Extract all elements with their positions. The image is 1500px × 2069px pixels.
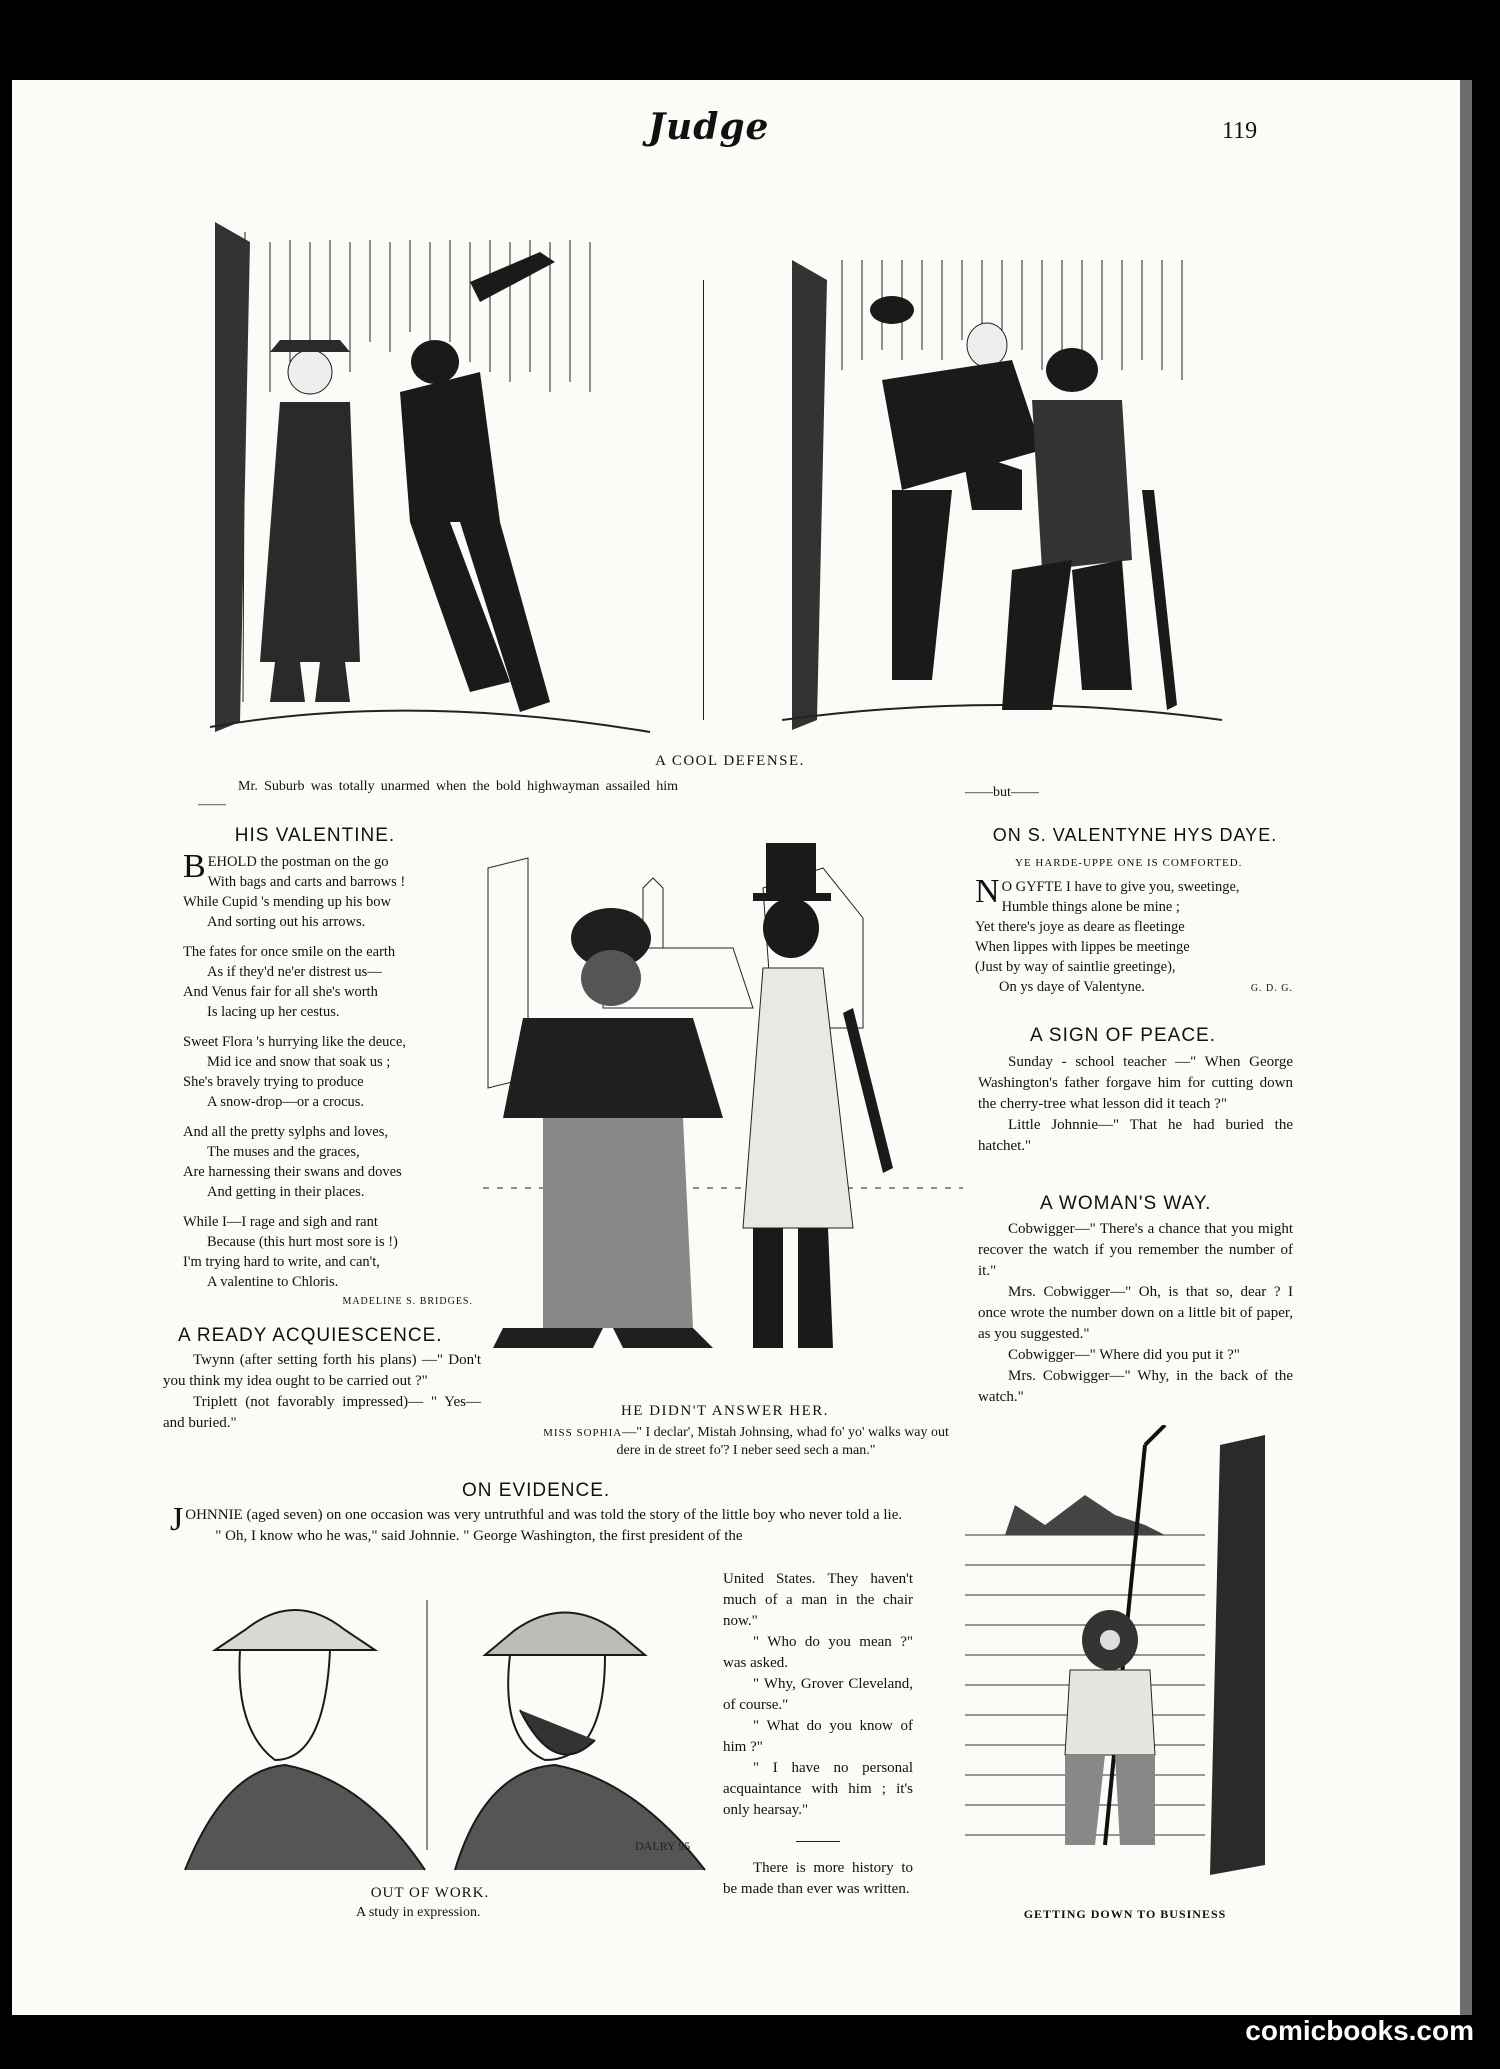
on-evidence-intro [170,1501,915,1547]
cool-defense-left-text: Mr. Suburb was totally unarmed when the bold highwayman assailed him—— [198,779,678,812]
subcaption-out-of-work: A study in expression. [356,1905,481,1920]
dialogue-line: Mrs. Cobwigger—" Oh, is that so, dear ? I once wrote the number down on a little bit of paper, as you suggested." [978,1284,1293,1342]
dialogue-line: Little Johnnie—" That he had buried the hatchet." [978,1117,1293,1154]
dialogue-line: Triplett (not favorably impressed)— " Yes—and buried." [163,1394,481,1431]
poem-line: EHOLD the postman on the go [207,854,389,870]
valentyne-title: ON S. VALENTYNE HYS DAYE. [992,825,1278,845]
sign-of-peace-title: A SIGN OF PEACE. [1030,1025,1216,1046]
poem-line: And all the pretty sylphs and loves, [183,1124,388,1140]
dialogue-line: Mrs. Cobwigger—" Why, in the back of the watch." [978,1368,1293,1405]
valentyne-poem [975,873,1293,997]
womans-way-text [978,1219,1293,1408]
valentyne-signature: G. D. G. [1250,983,1293,994]
ready-acquiescence-title: A READY ACQUIESCENCE. [178,1325,443,1346]
on-evidence-title: ON EVIDENCE. [462,1480,611,1501]
ready-acquiescence-text [163,1350,481,1434]
poem-line: When lippes with lippes be meetinge [975,939,1190,955]
poem-line: And sorting out his arrows. [207,914,366,930]
sign-of-peace-text [978,1052,1293,1157]
evidence-line: " Who do you mean ?" was asked. [723,1634,913,1671]
poem-line: O GYFTE I have to give you, sweetinge, [1001,879,1240,895]
artist-signature: DALRY 95 [635,1839,691,1853]
on-evidence-column [723,1569,913,1900]
poem-line: I'm trying hard to write, and can't, [183,1254,380,1270]
valentyne-subtitle: YE HARDE-UPPE ONE IS COMFORTED. [1015,857,1243,869]
caption-out-of-work: OUT OF WORK. [370,1885,490,1901]
poem-line: And getting in their places. [207,1184,365,1200]
poem-line: Humble things alone be mine ; [1001,899,1180,915]
his-valentine-title: HIS VALENTINE. [234,825,396,846]
poem-line: With bags and carts and barrows ! [207,874,406,890]
poem-line: She's bravely trying to produce [183,1074,364,1090]
cartoon-out-of-work [175,1590,715,1875]
his-valentine-signature: MADELINE S. BRIDGES. [342,1296,473,1307]
poem-line: Because (this hurt most sore is !) [207,1234,398,1250]
poem-line: A valentine to Chloris. [207,1274,339,1290]
speaker-name: MISS SOPHIA [543,1427,623,1439]
poem-line: A snow-drop—or a crocus. [207,1094,365,1110]
page-edge [1460,80,1472,2015]
page-number: 119 [1222,118,1258,144]
evidence-line: " I have no personal acquaintance with him ; it's only hearsay." [723,1760,913,1818]
evidence-line: " Oh, I know who he was," said Johnnie. " George Washington, the first president of the [215,1528,743,1544]
drop-cap-j: J [170,1501,184,1538]
cartoon-highwayman-repelled [782,250,1224,740]
poem-line: Is lacing up her cestus. [207,1004,340,1020]
cartoon-couple-in-street [483,828,963,1390]
masthead: Judge [648,106,770,148]
dialogue-line: Cobwigger—" There's a chance that you might recover the watch if you remember the number of it." [978,1221,1293,1279]
poem-line: Sweet Flora 's hurrying like the deuce, [183,1034,406,1050]
evidence-line: United States. They haven't much of a man in the chair now." [723,1571,913,1629]
dialogue-line: Twynn (after setting forth his plans) —" Don't you think my idea ought to be carried out ?" [163,1352,481,1389]
womans-way-title: A WOMAN'S WAY. [1040,1193,1212,1214]
drop-cap-b: B [183,848,206,885]
poem-line: While Cupid 's mending up his bow [183,894,392,910]
cartoon-diver [965,1425,1290,1890]
cartoon-highwayman-attack [210,222,655,744]
poem-line: As if they'd ne'er distrest us— [207,964,382,980]
caption-cool-defense: A COOL DEFENSE. [655,753,805,769]
poem-line: Yet there's joye as deare as fleetinge [975,919,1185,935]
site-watermark: comicbooks.com [1245,2015,1474,2046]
poem-line: Are harnessing their swans and doves [183,1164,402,1180]
caption-diver: GETTING DOWN TO BUSINESS [1023,1907,1227,1921]
his-valentine-poem [183,848,473,1312]
caption-didnt-answer: HE DIDN'T ANSWER HER. [620,1403,830,1419]
poem-last-line: On ys daye of Valentyne. G. D. G. [975,977,1293,997]
evidence-closing: There is more history to be made than ever was written. [723,1860,913,1897]
poem-line: And Venus fair for all she's worth [183,984,378,1000]
dialogue-text: —" I declar', Mistah Johnsing, whad fo' yo' walks way out dere in de street fo'? I neber seed sech a man." [616,1425,949,1458]
cool-defense-right-text: ——but—— [965,785,1039,800]
poem-line: Mid ice and snow that soak us ; [207,1054,391,1070]
center-cartoon-dialogue [536,1424,956,1460]
dialogue-line: Sunday - school teacher —" When George Washington's father forgave him for cutting down the cherry-tree what lesson did it teach ?" [978,1054,1293,1112]
drop-cap-n: N [975,873,1000,910]
evidence-line: " What do you know of him ?" [723,1718,913,1755]
evidence-line: OHNNIE (aged seven) on one occasion was very untruthful and was told the story of the little boy who never told a lie. [185,1507,903,1523]
panel-divider [703,280,704,720]
poem-line: The muses and the graces, [207,1144,360,1160]
poem-line: (Just by way of saintlie greetinge), [975,959,1176,975]
poem-line: The fates for once smile on the earth [183,944,396,960]
section-rule [796,1841,840,1842]
evidence-line: " Why, Grover Cleveland, of course." [723,1676,913,1713]
poem-line: While I—I rage and sigh and rant [183,1214,378,1230]
dialogue-line: Cobwigger—" Where did you put it ?" [1008,1347,1240,1363]
